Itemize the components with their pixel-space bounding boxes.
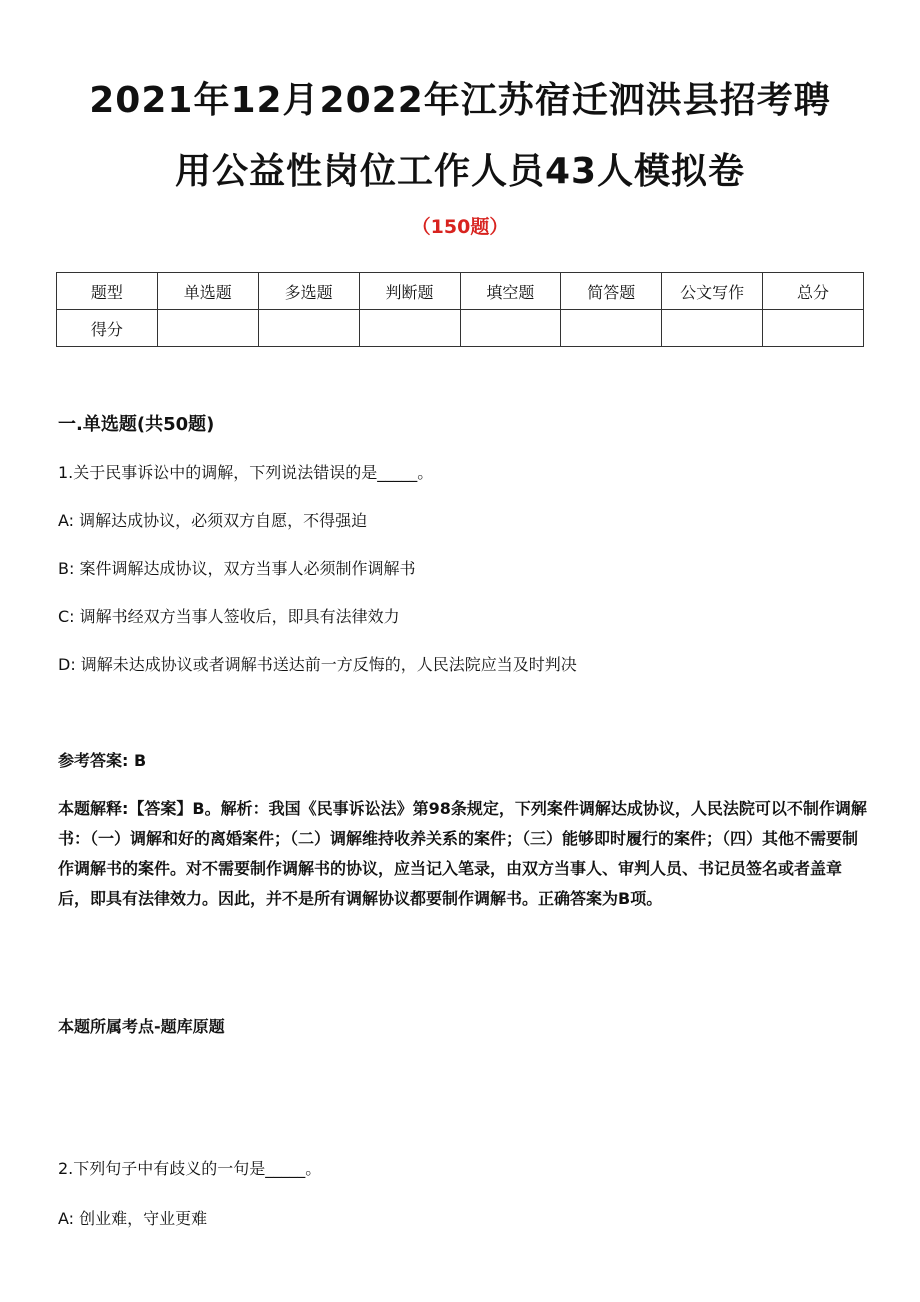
score-table-header-row: [57, 273, 864, 310]
score-table: [56, 272, 864, 347]
score-cell: [662, 310, 763, 347]
score-header-cell: 总分: [763, 273, 864, 310]
question-1-option-a: A: 调解达成协议，必须双方自愿，不得强迫: [58, 511, 368, 530]
score-cell: [359, 310, 460, 347]
score-cell: [561, 310, 662, 347]
question-2-stem: 2.下列句子中有歧义的一句是_____。: [58, 1159, 322, 1178]
score-header-cell: 判断题: [359, 273, 460, 310]
question-1-answer: 参考答案: B: [58, 751, 147, 770]
score-table-score-row: [57, 310, 864, 347]
question-count: （150题）: [411, 216, 509, 238]
question-1-point: 本题所属考点-题库原题: [58, 1017, 225, 1036]
document-title-line-1: 2021年12月2022年江苏宿迁泗洪县招考聘: [89, 80, 831, 121]
question-1-option-d: D: 调解未达成协议或者调解书送达前一方反悔的，人民法院应当及时判决: [58, 655, 577, 674]
document-title-line-2: 用公益性岗位工作人员43人模拟卷: [174, 151, 746, 192]
score-cell: [157, 310, 258, 347]
score-header-cell: 单选题: [157, 273, 258, 310]
score-row-label: 得分: [57, 310, 158, 347]
score-cell: [763, 310, 864, 347]
question-2-option-a: A: 创业难，守业更难: [58, 1209, 208, 1228]
score-header-cell: 多选题: [258, 273, 359, 310]
score-header-cell: 公文写作: [662, 273, 763, 310]
score-header-cell: 题型: [57, 273, 158, 310]
section-title: 一.单选题(共50题): [58, 414, 215, 435]
question-1-option-b: B: 案件调解达成协议，双方当事人必须制作调解书: [58, 559, 416, 578]
score-header-cell: 填空题: [460, 273, 561, 310]
question-1-stem: 1.关于民事诉讼中的调解，下列说法错误的是_____。: [58, 463, 434, 482]
question-1-explanation: 本题解释:【答案】B。解析：我国《民事诉讼法》第98条规定，下列案件调解达成协议，人民法院可以不制作调解书：（一）调解和好的离婚案件；（二）调解维持收养关系的案件；（三）能够即时履行的案件；（四）其他不需要制作调解书的案件。对不需要制作调解书的协议，应当记入笔录，由双方当事人、审判人员、书记员签名或者盖章后，即具有法律效力。因此，并不是所有调解协议都要制作调解书。正确答案为B项。: [58, 799, 867, 908]
score-header-cell: 简答题: [561, 273, 662, 310]
score-cell: [258, 310, 359, 347]
question-1-option-c: C: 调解书经双方当事人签收后，即具有法律效力: [58, 607, 400, 626]
score-cell: [460, 310, 561, 347]
